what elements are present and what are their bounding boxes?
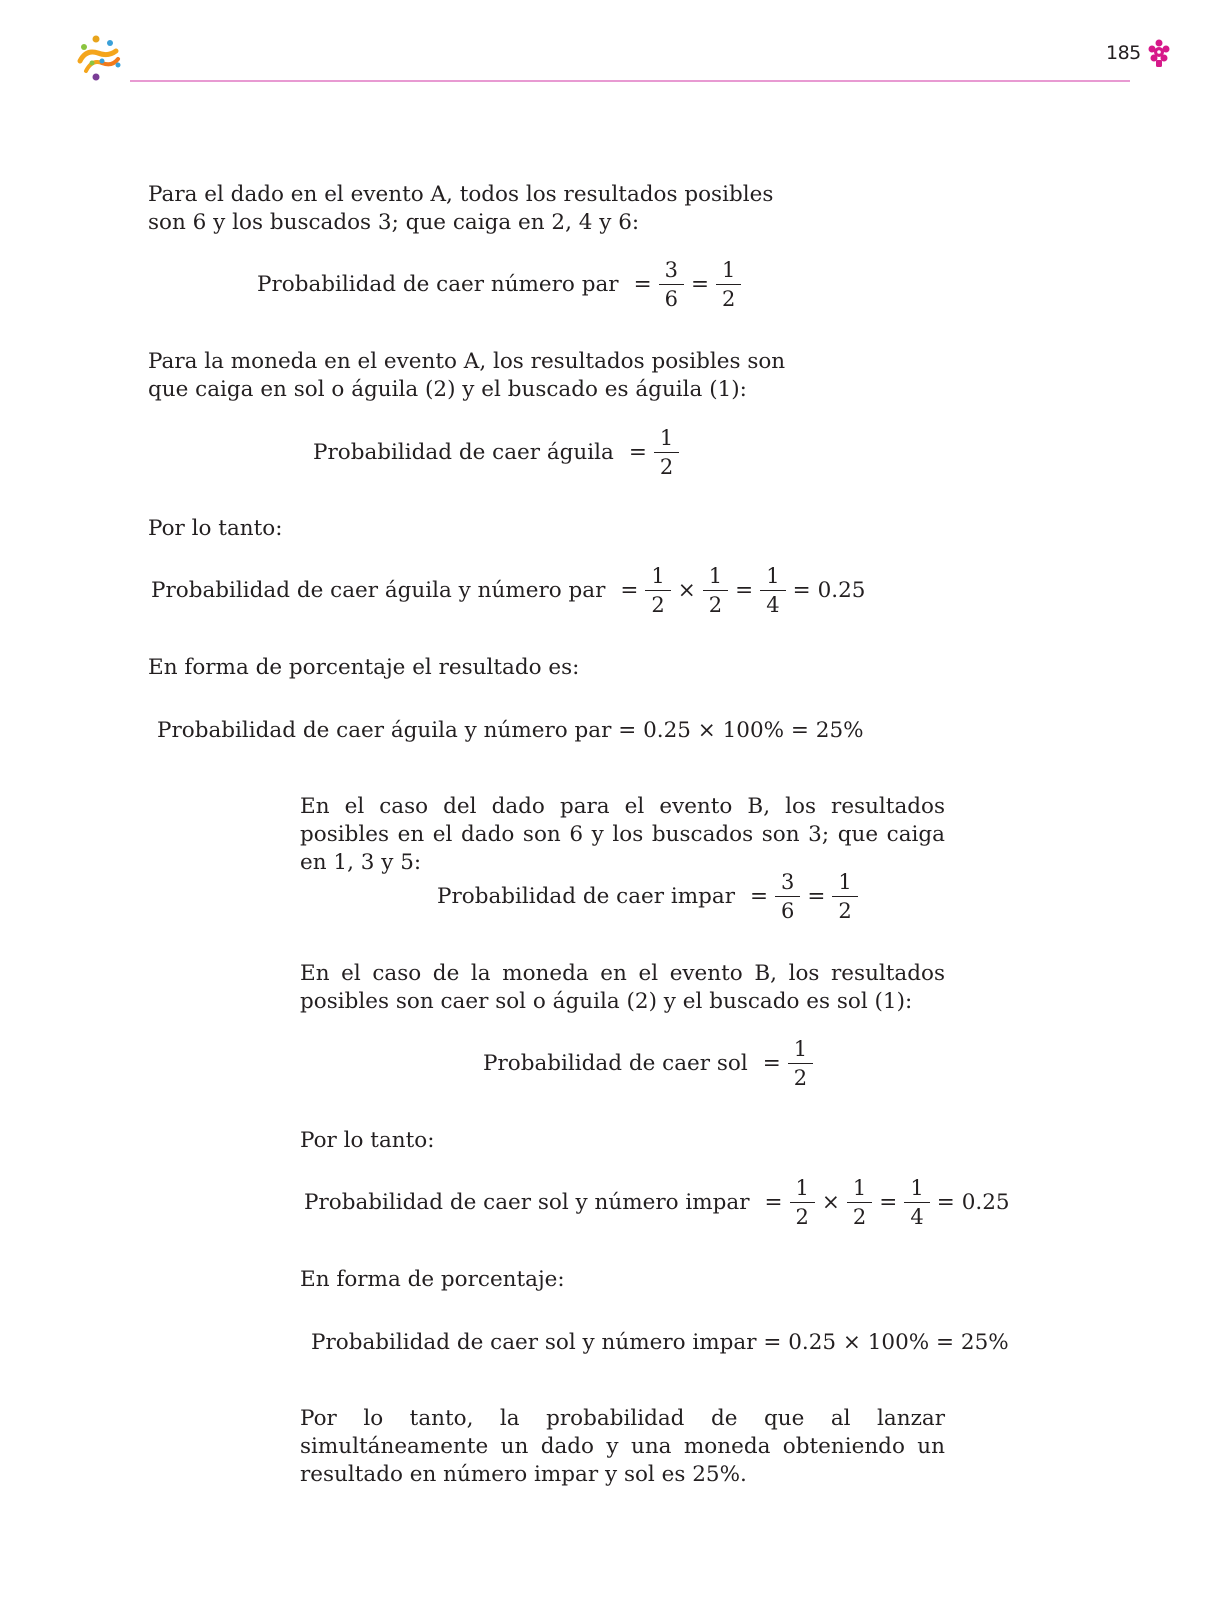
numerator: 3 — [775, 868, 800, 897]
equation-percentage-b: Probabilidad de caer sol y número impar = 0.25 × 100% = 25% — [311, 1330, 1009, 1355]
equation-label: Probabilidad de caer sol — [483, 1051, 748, 1076]
denominator: 2 — [651, 593, 665, 617]
numerator: 1 — [790, 1174, 815, 1203]
equals-sign: = — [936, 1190, 955, 1215]
denominator: 2 — [793, 1066, 808, 1090]
denominator: 6 — [664, 287, 678, 311]
equation-sun-and-odd — [304, 1174, 1010, 1231]
paragraph-coin-event-b: En el caso de la moneda en el evento B, los resultados posibles son caer sol o águila (2) y el buscado es sol (1): — [300, 961, 945, 1014]
fraction — [775, 868, 800, 925]
paragraph-die-event-a: Para el dado en el evento A, todos los resultados posibles son 6 y los buscados 3; que caiga en 2, 4 y 6: — [148, 182, 774, 235]
paragraph-percentage-b: En forma de porcentaje: — [300, 1267, 565, 1292]
equation-percentage-a: Probabilidad de caer águila y número par = 0.25 × 100% = 25% — [157, 718, 864, 743]
equals-sign: = — [764, 1190, 783, 1215]
colorful-figure-logo-icon — [72, 33, 128, 83]
fraction — [645, 562, 670, 619]
equation-eagle-and-even — [151, 562, 865, 619]
equation-label: Probabilidad de caer águila — [313, 440, 614, 465]
numerator: 1 — [645, 562, 670, 591]
equals-sign: = — [628, 440, 647, 465]
paragraph-coin-event-a: Para la moneda en el evento A, los resultados posibles son que caiga en sol o águila (2) y el buscado es águila (1): — [148, 349, 786, 402]
paragraph-therefore-b: Por lo tanto: — [300, 1128, 435, 1153]
paragraph-die-event-b: En el caso del dado para el evento B, los resultados posibles en el dado son 6 y los buscados son 3; que caiga en 1, 3 y 5: — [300, 794, 945, 875]
denominator: 4 — [766, 593, 780, 617]
equation-probability-even — [257, 256, 741, 313]
denominator: 6 — [781, 899, 795, 923]
equals-sign: = — [762, 1051, 781, 1076]
denominator: 2 — [721, 287, 736, 311]
equals-sign: = — [633, 272, 652, 297]
paragraph-therefore-a: Por lo tanto: — [148, 516, 283, 541]
times-sign: × — [677, 578, 696, 603]
numerator: 1 — [703, 562, 728, 591]
page-number: 185 — [1106, 42, 1141, 64]
header-rule — [130, 80, 1130, 82]
paragraph-conclusion: Por lo tanto, la probabilidad de que al lanzar simultáneamente un dado y una moneda obteniendo un resultado en número impar y sol es 25%. — [300, 1406, 945, 1487]
fraction — [904, 1174, 929, 1231]
numerator: 1 — [716, 256, 741, 285]
numerator: 1 — [904, 1174, 929, 1203]
denominator: 2 — [852, 1205, 867, 1229]
times-sign: × — [821, 1190, 840, 1215]
fraction — [832, 868, 857, 925]
numerator: 1 — [847, 1174, 872, 1203]
equals-sign: = — [807, 884, 826, 909]
numerator: 3 — [659, 256, 684, 285]
fraction — [716, 256, 741, 313]
equation-probability-odd — [437, 868, 858, 925]
fraction — [654, 424, 679, 481]
result-value: 0.25 — [817, 578, 866, 603]
denominator: 2 — [838, 899, 852, 923]
numerator: 1 — [832, 868, 857, 897]
magenta-flower-emblem-icon — [1147, 38, 1171, 68]
fraction — [788, 1035, 813, 1092]
equation-label: Probabilidad de caer sol y número impar — [304, 1190, 750, 1215]
numerator: 1 — [654, 424, 679, 453]
fraction — [659, 256, 684, 313]
denominator: 2 — [795, 1205, 809, 1229]
equation-label: Probabilidad de caer impar — [437, 884, 735, 909]
equation-label: Probabilidad de caer águila y número par — [151, 578, 606, 603]
denominator: 4 — [910, 1205, 924, 1229]
fraction — [847, 1174, 872, 1231]
numerator: 1 — [760, 562, 785, 591]
equation-probability-sun — [483, 1035, 813, 1092]
equals-sign: = — [879, 1190, 898, 1215]
numerator: 1 — [788, 1035, 813, 1064]
equation-probability-eagle — [313, 424, 679, 481]
equation-label: Probabilidad de caer número par — [257, 272, 619, 297]
fraction — [760, 562, 785, 619]
denominator: 2 — [659, 455, 674, 479]
equals-sign: = — [690, 272, 709, 297]
fraction — [703, 562, 728, 619]
result-value: 0.25 — [961, 1190, 1010, 1215]
fraction — [790, 1174, 815, 1231]
equals-sign: = — [792, 578, 811, 603]
denominator: 2 — [708, 593, 723, 617]
equals-sign: = — [749, 884, 768, 909]
equals-sign: = — [620, 578, 639, 603]
paragraph-percentage-a: En forma de porcentaje el resultado es: — [148, 655, 580, 680]
equals-sign: = — [735, 578, 754, 603]
